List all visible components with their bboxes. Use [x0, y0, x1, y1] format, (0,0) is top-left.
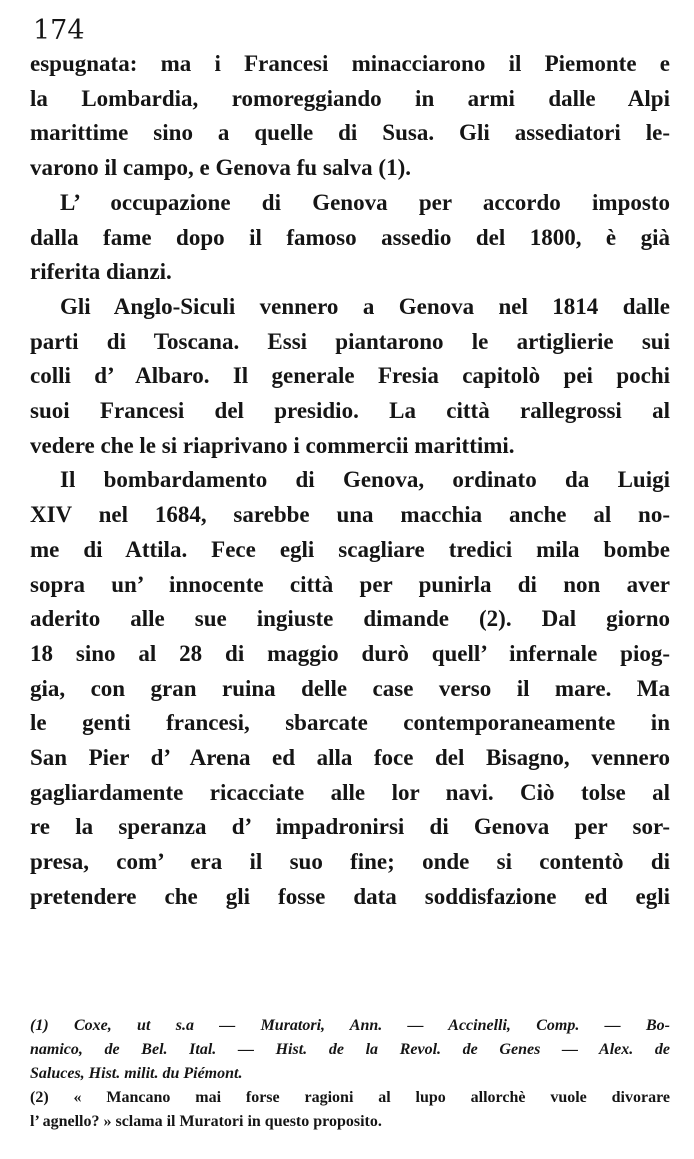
footnote-line: Saluces, Hist. milit. du Piémont. — [30, 1065, 243, 1082]
text-line: la Lombardia, romoreggiando in armi dalle Alpi — [30, 85, 670, 111]
footnote-line: (1) Coxe, ut s.a — Muratori, Ann. — Accinelli, Comp. — Bo- — [30, 1017, 670, 1034]
text-line: pretendere che gli fosse data soddisfazione ed egli — [30, 883, 670, 909]
footnote-line: l’ agnello? » sclama il Muratori in questo proposito. — [30, 1113, 382, 1130]
text-line: le genti francesi, sbarcate contemporaneamente in — [30, 710, 670, 736]
text-line: re la speranza d’ impadronirsi di Genova per sor- — [30, 814, 670, 840]
text-line: gagliardamente ricacciate alle lor navi. Ciò tolse al — [30, 779, 670, 805]
footnotes — [30, 1014, 670, 1134]
text-line: L’ occupazione di Genova per accordo imposto — [60, 189, 670, 215]
text-line: San Pier d’ Arena ed alla foce del Bisagno, vennero — [30, 745, 670, 771]
text-line: varono il campo, e Genova fu salva (1). — [30, 155, 411, 181]
text-line: gia, con gran ruina delle case verso il mare. Ma — [30, 675, 670, 701]
text-line: marittime sino a quelle di Susa. Gli assediatori le- — [30, 120, 670, 146]
text-line: aderito alle sue ingiuste dimande (2). Dal giorno — [30, 606, 670, 632]
text-line: parti di Toscana. Essi piantarono le artiglierie sui — [30, 328, 670, 354]
text-line: suoi Francesi del presidio. La città rallegrossi al — [30, 398, 670, 424]
text-line: 18 sino al 28 di maggio durò quell’ infernale piog- — [30, 640, 670, 666]
text-line: vedere che le si riaprivano i commercii marittimi. — [30, 432, 515, 458]
text-line: Gli Anglo-Siculi vennero a Genova nel 1814 dalle — [60, 293, 670, 319]
text-line: riferita dianzi. — [30, 259, 172, 285]
text-line: espugnata: ma i Francesi minacciarono il Piemonte e — [30, 51, 670, 76]
text-line: me di Attila. Fece egli scagliare tredici mila bombe — [30, 536, 670, 562]
text-line: sopra un’ innocente città per punirla di non aver — [30, 571, 670, 597]
body-text — [30, 47, 670, 915]
footnote-line: (2) « Mancano mai forse ragioni al lupo allorchè vuole divorare — [30, 1089, 670, 1106]
page-number: 174 — [33, 15, 85, 46]
footnote-line: namico, de Bel. Ital. — Hist. de la Revol. de Genes — Alex. de — [30, 1041, 670, 1058]
text-line: presa, com’ era il suo fine; onde si contentò di — [30, 849, 670, 875]
text-line: colli d’ Albaro. Il generale Fresia capitolò pei pochi — [30, 363, 670, 389]
text-line: dalla fame dopo il famoso assedio del 1800, è già — [30, 224, 670, 250]
text-line: Il bombardamento di Genova, ordinato da Luigi — [60, 467, 670, 493]
text-line: XIV nel 1684, sarebbe una macchia anche al no- — [30, 502, 670, 528]
